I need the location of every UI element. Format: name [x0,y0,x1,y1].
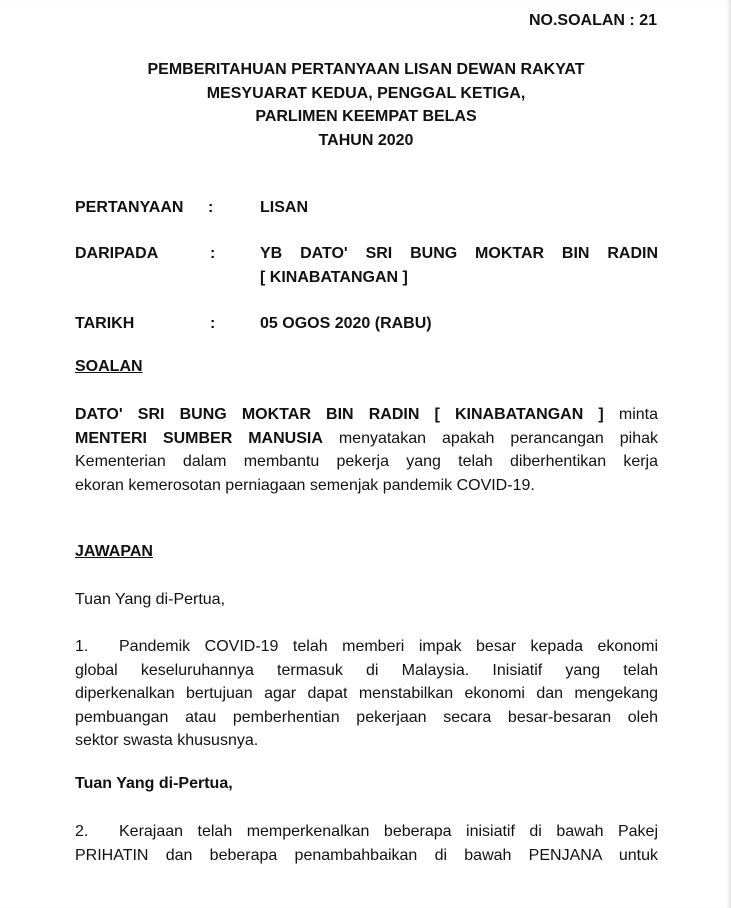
jawapan-paragraph-1 [75,635,658,753]
heading-line-4: TAHUN 2020 [318,131,414,149]
salutation-1: Tuan Yang di-Pertua, [75,591,226,608]
para-2-number: 2. [75,823,89,840]
field-colon: : [208,199,214,216]
heading-line-2: MESYUARAT KEDUA, PENGGAL KETIGA, [206,84,526,102]
soalan-line-3: Kementerian dalam membantu pekerja yang telah diberhentikan kerja [75,453,658,470]
para-1-line-5: sektor swasta khususnya. [75,732,259,749]
para-2-line-1 [75,820,658,844]
field-value-line-1: YB DATO' SRI BUNG MOKTAR BIN RADIN [260,245,658,262]
field-label: TARIKH [75,315,135,332]
heading-line-3: PARLIMEN KEEMPAT BELAS [255,108,477,125]
para-1-line-1-text: Pandemik COVID-19 telah memberi impak besar kepada ekonomi [119,638,658,655]
field-colon: : [210,315,216,332]
field-value [260,242,658,289]
field-value-line-2: [ KINABATANGAN ] [260,268,408,286]
soalan-line-4: ekoran kemerosotan perniagaan semenjak pandemik COVID-19. [75,476,535,494]
soalan-line-2 [75,427,658,451]
para-1-line-4: pembuangan atau pemberhentian pekerjaan secara besar-besaran oleh [75,708,658,726]
jawapan-title: JAWAPAN [75,543,153,560]
para-2-line-2: PRIHATIN dan beberapa penambahbaikan di bawah PENJANA untuk [75,846,658,864]
field-label: PERTANYAAN [75,199,184,216]
question-number: NO.SOALAN : 21 [528,12,657,29]
soalan-line-1-rest: minta [603,406,658,423]
field-colon: : [210,245,216,262]
field-label: DARIPADA [75,245,159,262]
jawapan-paragraph-2 [75,820,658,867]
soalan-paragraph [75,403,658,497]
para-1-line-3: diperkenalkan bertujuan agar dapat menstabilkan ekonomi dan mengekang [75,685,658,702]
document-heading [0,58,731,152]
para-1-line-1 [75,635,658,659]
para-2-line-1-text: Kerajaan telah memperkenalkan beberapa inisiatif di bawah Pakej [119,823,658,840]
salutation-2: Tuan Yang di-Pertua, [75,775,233,792]
soalan-line-2-rest: menyatakan apakah perancangan pihak [322,429,658,447]
heading-line-1: PEMBERITAHUAN PERTANYAAN LISAN DEWAN RAKYAT [147,61,585,78]
field-value: 05 OGOS 2020 (RABU) [260,315,432,332]
field-value: LISAN [260,199,308,216]
questioner-name: DATO' SRI BUNG MOKTAR BIN RADIN [ KINABATANGAN ] [75,406,604,423]
para-1-line-2: global keseluruhannya termasuk di Malaysia. Inisiatif yang telah [75,661,658,679]
soalan-line-1 [75,403,658,427]
soalan-title: SOALAN [75,358,143,375]
para-1-number: 1. [75,638,89,655]
minister-name: MENTERI SUMBER MANUSIA [75,429,323,447]
